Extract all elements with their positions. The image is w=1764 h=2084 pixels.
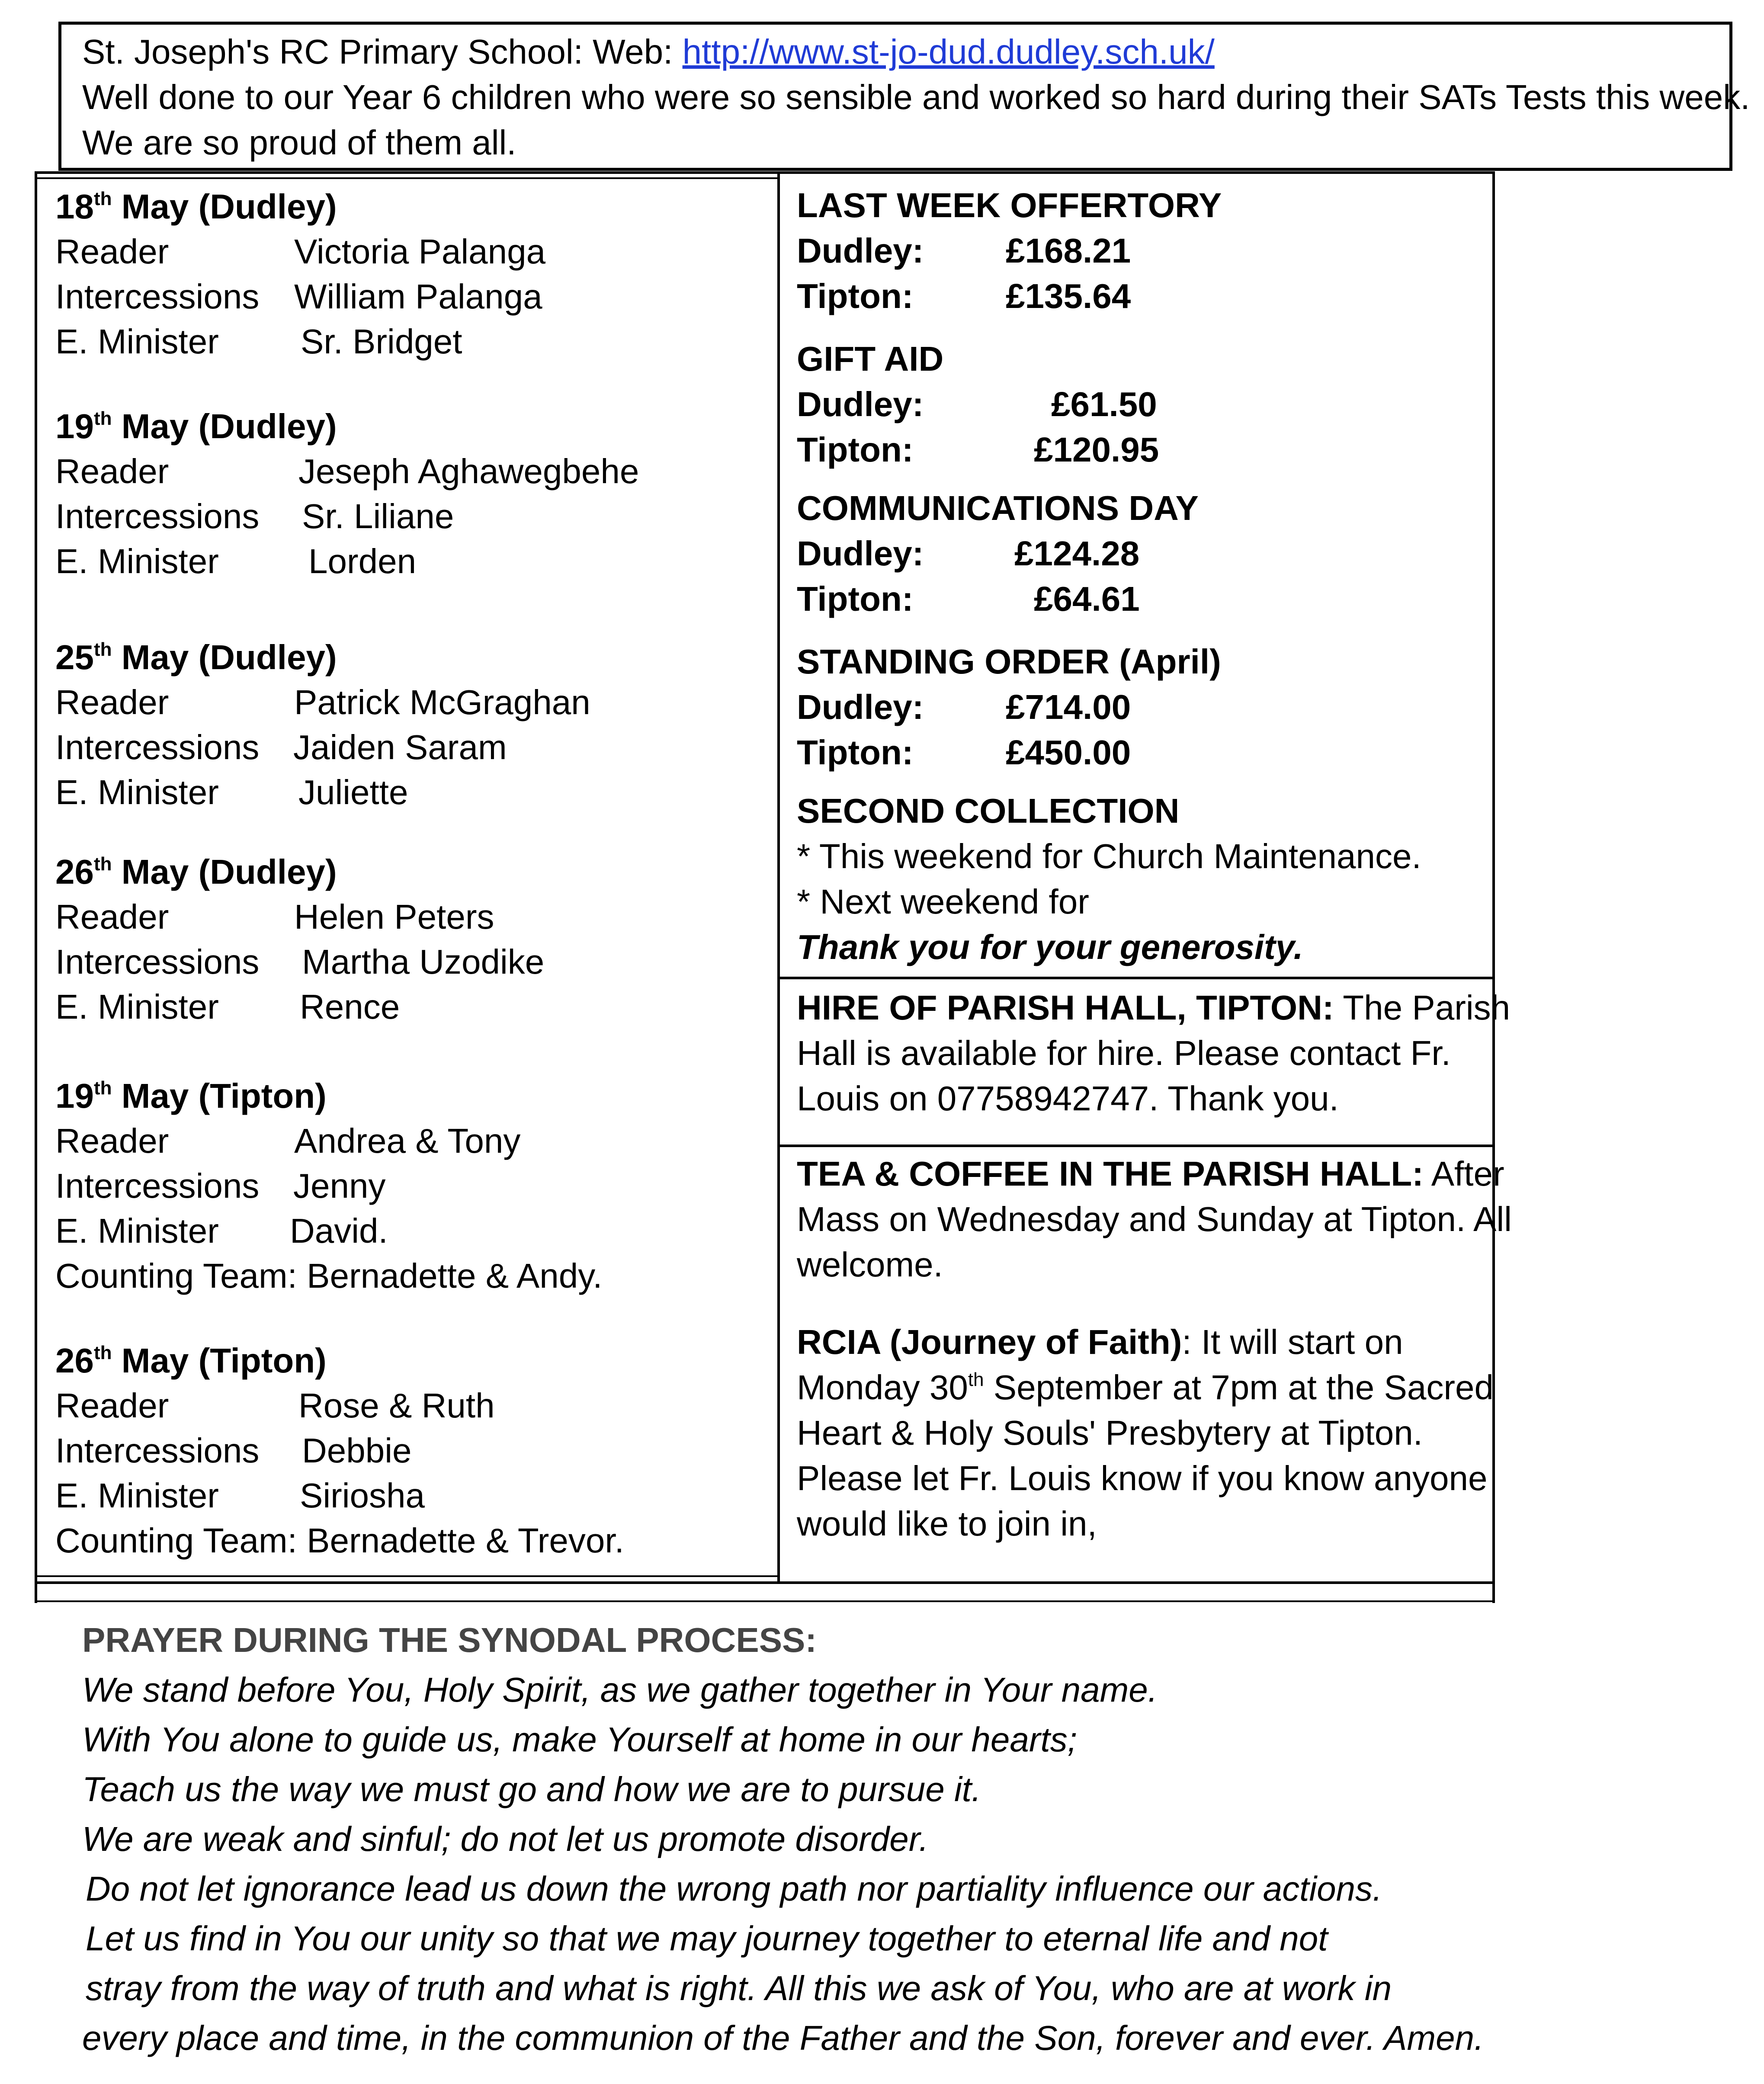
rota-role: Intercessions [55,1431,260,1470]
rota-role: Intercessions [55,497,260,535]
finance-dudley-label: Dudley: [797,385,924,423]
rota-person: Sr. Liliane [302,497,454,535]
right-rule-2 [777,1145,1495,1147]
prayer-line: every place and time, in the communion of the Father and the Son, forever and ever. Amen. [82,2019,1484,2057]
tea-line-3: welcome. [797,1245,943,1284]
school-web-link[interactable]: http://www.st-jo-dud.dudley.sch.uk/ [682,32,1215,71]
second-collection-line: * This weekend for Church Maintenance. [797,837,1421,875]
finance-dudley-label: Dudley: [797,534,924,573]
rota-person: David. [290,1212,388,1250]
hall-line-2: Hall is available for hire. Please contact Fr. [797,1034,1451,1072]
rota-role: Intercessions [55,1167,260,1205]
rcia-line-1: RCIA (Journey of Faith): It will start on [797,1323,1403,1361]
school-label: St. Joseph's RC Primary School: Web: [82,32,683,71]
finance-tipton-value: £450.00 [1006,733,1131,772]
rota-person: Andrea & Tony [294,1122,521,1160]
rota-role: Reader [55,232,169,271]
prayer-line: With You alone to guide us, make Yourself at home in our hearts; [82,1720,1077,1759]
rcia-line-4: Please let Fr. Louis know if you know anyone [797,1459,1488,1497]
rota-person: Siriosha [300,1476,425,1515]
rota-role: E. Minister [55,1476,219,1515]
finance-title: COMMUNICATIONS DAY [797,489,1199,527]
left-column-bottom-rule [35,1575,779,1577]
rcia-line-3: Heart & Holy Souls' Presbytery at Tipton. [797,1414,1423,1452]
right-rule-1 [777,977,1495,979]
prayer-line: We are weak and sinful; do not let us promote disorder. [82,1820,929,1858]
rota-heading: 19th May (Dudley) [55,407,337,446]
finance-dudley-label: Dudley: [797,231,924,270]
rota-role: Intercessions [55,277,260,316]
rota-role: Intercessions [55,728,260,766]
rota-role: E. Minister [55,542,219,580]
finance-tipton-label: Tipton: [797,733,914,772]
hall-title: HIRE OF PARISH HALL, TIPTON: [797,988,1334,1027]
rota-person: Lorden [308,542,417,580]
prayer-line: stray from the way of truth and what is right. All this we ask of You, who are at work in [86,1969,1392,2007]
rota-person: William Palanga [294,277,542,316]
rota-person: Helen Peters [294,898,494,936]
rota-heading: 26th May (Dudley) [55,853,337,891]
school-line-2: Well done to our Year 6 children who were so sensible and worked so hard during their SATs Tests this week. [82,78,1750,116]
school-line-1 [82,32,1215,71]
rota-heading: 26th May (Tipton) [55,1341,327,1380]
rota-role: Reader [55,898,169,936]
finance-tipton-label: Tipton: [797,277,914,315]
rota-person: Rose & Ruth [298,1386,495,1425]
rota-heading: 19th May (Tipton) [55,1077,327,1115]
table-top-rule [35,171,1495,174]
thank-you-note: Thank you for your generosity. [797,928,1303,966]
table-top-rule-inner [35,177,779,179]
table-left-rule [35,171,37,1603]
finance-title: LAST WEEK OFFERTORY [797,186,1222,224]
tea-line-1: TEA & COFFEE IN THE PARISH HALL: After [797,1154,1504,1193]
table-row-rule [35,1581,1495,1584]
hall-line-3: Louis on 07758942747. Thank you. [797,1079,1339,1118]
rota-role: Reader [55,1386,169,1425]
rota-role: E. Minister [55,322,219,361]
finance-dudley-value: £61.50 [1051,385,1157,423]
rcia-line-2: Monday 30th September at 7pm at the Sacred [797,1368,1494,1407]
rota-person: Jenny [293,1167,386,1205]
prayer-line: We stand before You, Holy Spirit, as we gather together in Your name. [82,1670,1158,1709]
finance-tipton-label: Tipton: [797,430,914,469]
tea-title: TEA & COFFEE IN THE PARISH HALL: [797,1154,1424,1193]
rota-person: Rence [300,987,400,1026]
finance-tipton-value: £64.61 [1034,580,1140,618]
rota-person: Patrick McGraghan [294,683,590,721]
rota-role: E. Minister [55,1212,219,1250]
finance-title: GIFT AID [797,340,944,378]
rota-person: Juliette [298,773,408,811]
second-collection-title: SECOND COLLECTION [797,792,1180,830]
prayer-title: PRAYER DURING THE SYNODAL PROCESS: [82,1621,817,1659]
finance-dudley-label: Dudley: [797,688,924,726]
finance-dudley-value: £714.00 [1006,688,1131,726]
table-middle-rule [777,171,780,1584]
school-line-3: We are so proud of them all. [82,123,516,162]
rota-role: E. Minister [55,987,219,1026]
finance-tipton-value: £135.64 [1006,277,1131,315]
prayer-line: Do not let ignorance lead us down the wrong path nor partiality influence our actions. [86,1869,1382,1908]
rota-person: Victoria Palanga [294,232,546,271]
rota-role: Reader [55,683,169,721]
prayer-line: Teach us the way we must go and how we are to pursue it. [82,1770,981,1808]
rota-heading: 18th May (Dudley) [55,187,337,226]
finance-title: STANDING ORDER (April) [797,642,1221,681]
rota-person: Sr. Bridget [301,322,462,361]
finance-tipton-label: Tipton: [797,580,914,618]
tea-line-2: Mass on Wednesday and Sunday at Tipton. All [797,1200,1512,1238]
second-collection-line: * Next weekend for [797,882,1089,921]
rota-person: Jeseph Aghawegbehe [298,452,639,491]
finance-dudley-value: £124.28 [1014,534,1140,573]
finance-tipton-value: £120.95 [1034,430,1159,469]
rota-role: Reader [55,1122,169,1160]
rcia-line-5: would like to join in, [797,1504,1097,1543]
prayer-line: Let us find in You our unity so that we may journey together to eternal life and not [86,1919,1328,1958]
finance-dudley-value: £168.21 [1006,231,1131,270]
rota-role: Reader [55,452,169,491]
hall-line-1: HIRE OF PARISH HALL, TIPTON: The Parish [797,988,1511,1027]
rota-role: E. Minister [55,773,219,811]
counting-team: Counting Team: Bernadette & Trevor. [55,1521,624,1560]
rota-person: Debbie [302,1431,412,1470]
rota-person: Martha Uzodike [302,943,545,981]
rcia-title: RCIA (Journey of Faith) [797,1323,1182,1361]
rota-heading: 25th May (Dudley) [55,638,337,676]
counting-team: Counting Team: Bernadette & Andy. [55,1257,603,1295]
rota-person: Jaiden Saram [293,728,507,766]
rota-role: Intercessions [55,943,260,981]
table-bottom-rule [35,1600,1495,1602]
